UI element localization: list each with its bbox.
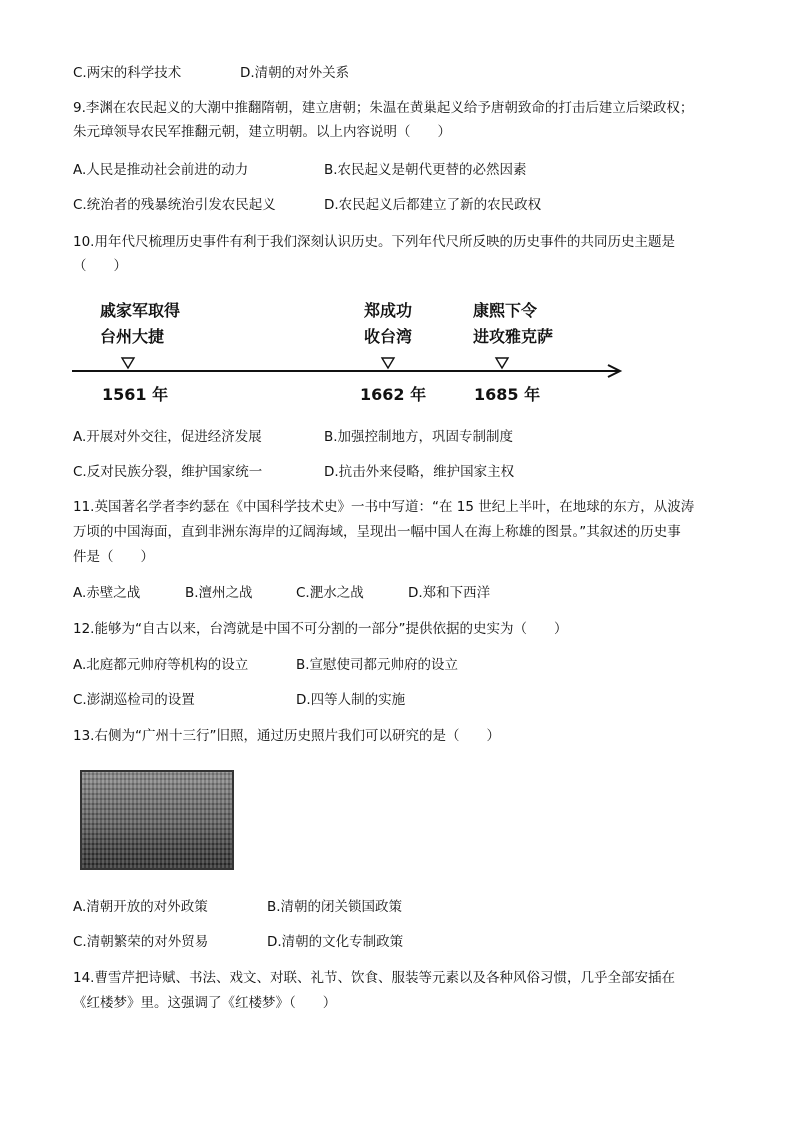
q14-stem-line2: 《红楼梦》里。这强调了《红楼梦》（ ） <box>73 995 337 1011</box>
q13-option-d: D.清朝的文化专制政策 <box>267 934 404 950</box>
q11-option-c: C.淝水之战 <box>296 585 364 601</box>
q11-stem-line1: 11.英国著名学者李约瑟在《中国科学技术史》一书中写道：“在 15 世纪上半叶，在地球的东方，从波涛 <box>73 499 695 515</box>
q8-option-d: D.清朝的对外关系 <box>240 65 350 81</box>
q11-stem-line3: 件是（ ） <box>73 549 154 565</box>
timeline-event-1-line1: 戚家军取得 <box>100 301 181 320</box>
q8-option-c: C.两宋的科学技术 <box>73 65 182 81</box>
timeline-event-3-line2: 进攻雅克萨 <box>473 327 554 346</box>
q11-option-d: D.郑和下西洋 <box>408 585 491 601</box>
canton-thirteen-factories-photo <box>80 770 234 870</box>
q9-option-b: B.农民起义是朝代更替的必然因素 <box>324 162 527 178</box>
q11-option-a: A.赤壁之战 <box>73 585 141 601</box>
timeline <box>70 296 630 411</box>
q10-option-d: D.抗击外来侵略，维护国家主权 <box>324 464 515 480</box>
timeline-year-1: 1561 年 <box>102 385 169 404</box>
q10-option-b: B.加强控制地方，巩固专制制度 <box>324 429 514 445</box>
q9-stem-line2: 朱元璋领导农民军推翻元朝，建立明朝。以上内容说明（ ） <box>73 124 451 140</box>
timeline-marker-2 <box>382 358 394 368</box>
q10-stem-line2: （ ） <box>73 258 127 274</box>
timeline-event-1-line2: 台州大捷 <box>100 327 165 346</box>
q10-stem-line1: 10.用年代尺梳理历史事件有利于我们深刻认识历史。下列年代尺所反映的历史事件的共同历史主题是 <box>73 234 675 250</box>
timeline-event-2-line1: 郑成功 <box>364 301 413 320</box>
timeline-event-3-line1: 康熙下令 <box>473 301 538 320</box>
timeline-year-2: 1662 年 <box>360 385 427 404</box>
q13-option-a: A.清朝开放的对外政策 <box>73 899 208 915</box>
q9-option-a: A.人民是推动社会前进的动力 <box>73 162 249 178</box>
q12-option-a: A.北庭都元帅府等机构的设立 <box>73 657 249 673</box>
timeline-event-2-line2: 收台湾 <box>364 327 413 346</box>
q14-stem-line1: 14.曹雪芹把诗赋、书法、戏文、对联、礼节、饮食、服装等元素以及各种风俗习惯，几乎全部安插在 <box>73 970 675 986</box>
q12-stem-line1: 12.能够为“自古以来，台湾就是中国不可分割的一部分”提供依据的史实为（ ） <box>73 621 568 637</box>
q12-option-b: B.宣慰使司都元帅府的设立 <box>296 657 459 673</box>
q11-option-b: B.澶州之战 <box>185 585 253 601</box>
q12-option-c: C.澎湖巡检司的设置 <box>73 692 195 708</box>
q13-option-c: C.清朝繁荣的对外贸易 <box>73 934 209 950</box>
q9-option-c: C.统治者的残暴统治引发农民起义 <box>73 197 276 213</box>
timeline-marker-3 <box>496 358 508 368</box>
q9-stem-line1: 9.李渊在农民起义的大潮中推翻隋朝，建立唐朝；朱温在黄巢起义给予唐朝致命的打击后建立后梁政权； <box>73 100 694 116</box>
q9-option-d: D.农民起义后都建立了新的农民政权 <box>324 197 542 213</box>
q10-option-a: A.开展对外交往，促进经济发展 <box>73 429 262 445</box>
q13-stem-line1: 13.右侧为“广州十三行”旧照，通过历史照片我们可以研究的是（ ） <box>73 728 500 744</box>
timeline-year-3: 1685 年 <box>474 385 541 404</box>
q13-option-b: B.清朝的闭关锁国政策 <box>267 899 403 915</box>
timeline-marker-1 <box>122 358 134 368</box>
q10-option-c: C.反对民族分裂，维护国家统一 <box>73 464 263 480</box>
q11-stem-line2: 万顷的中国海面，直到非洲东海岸的辽阔海域，呈现出一幅中国人在海上称雄的图景。”其叙述的历史事 <box>73 524 681 540</box>
q12-option-d: D.四等人制的实施 <box>296 692 406 708</box>
